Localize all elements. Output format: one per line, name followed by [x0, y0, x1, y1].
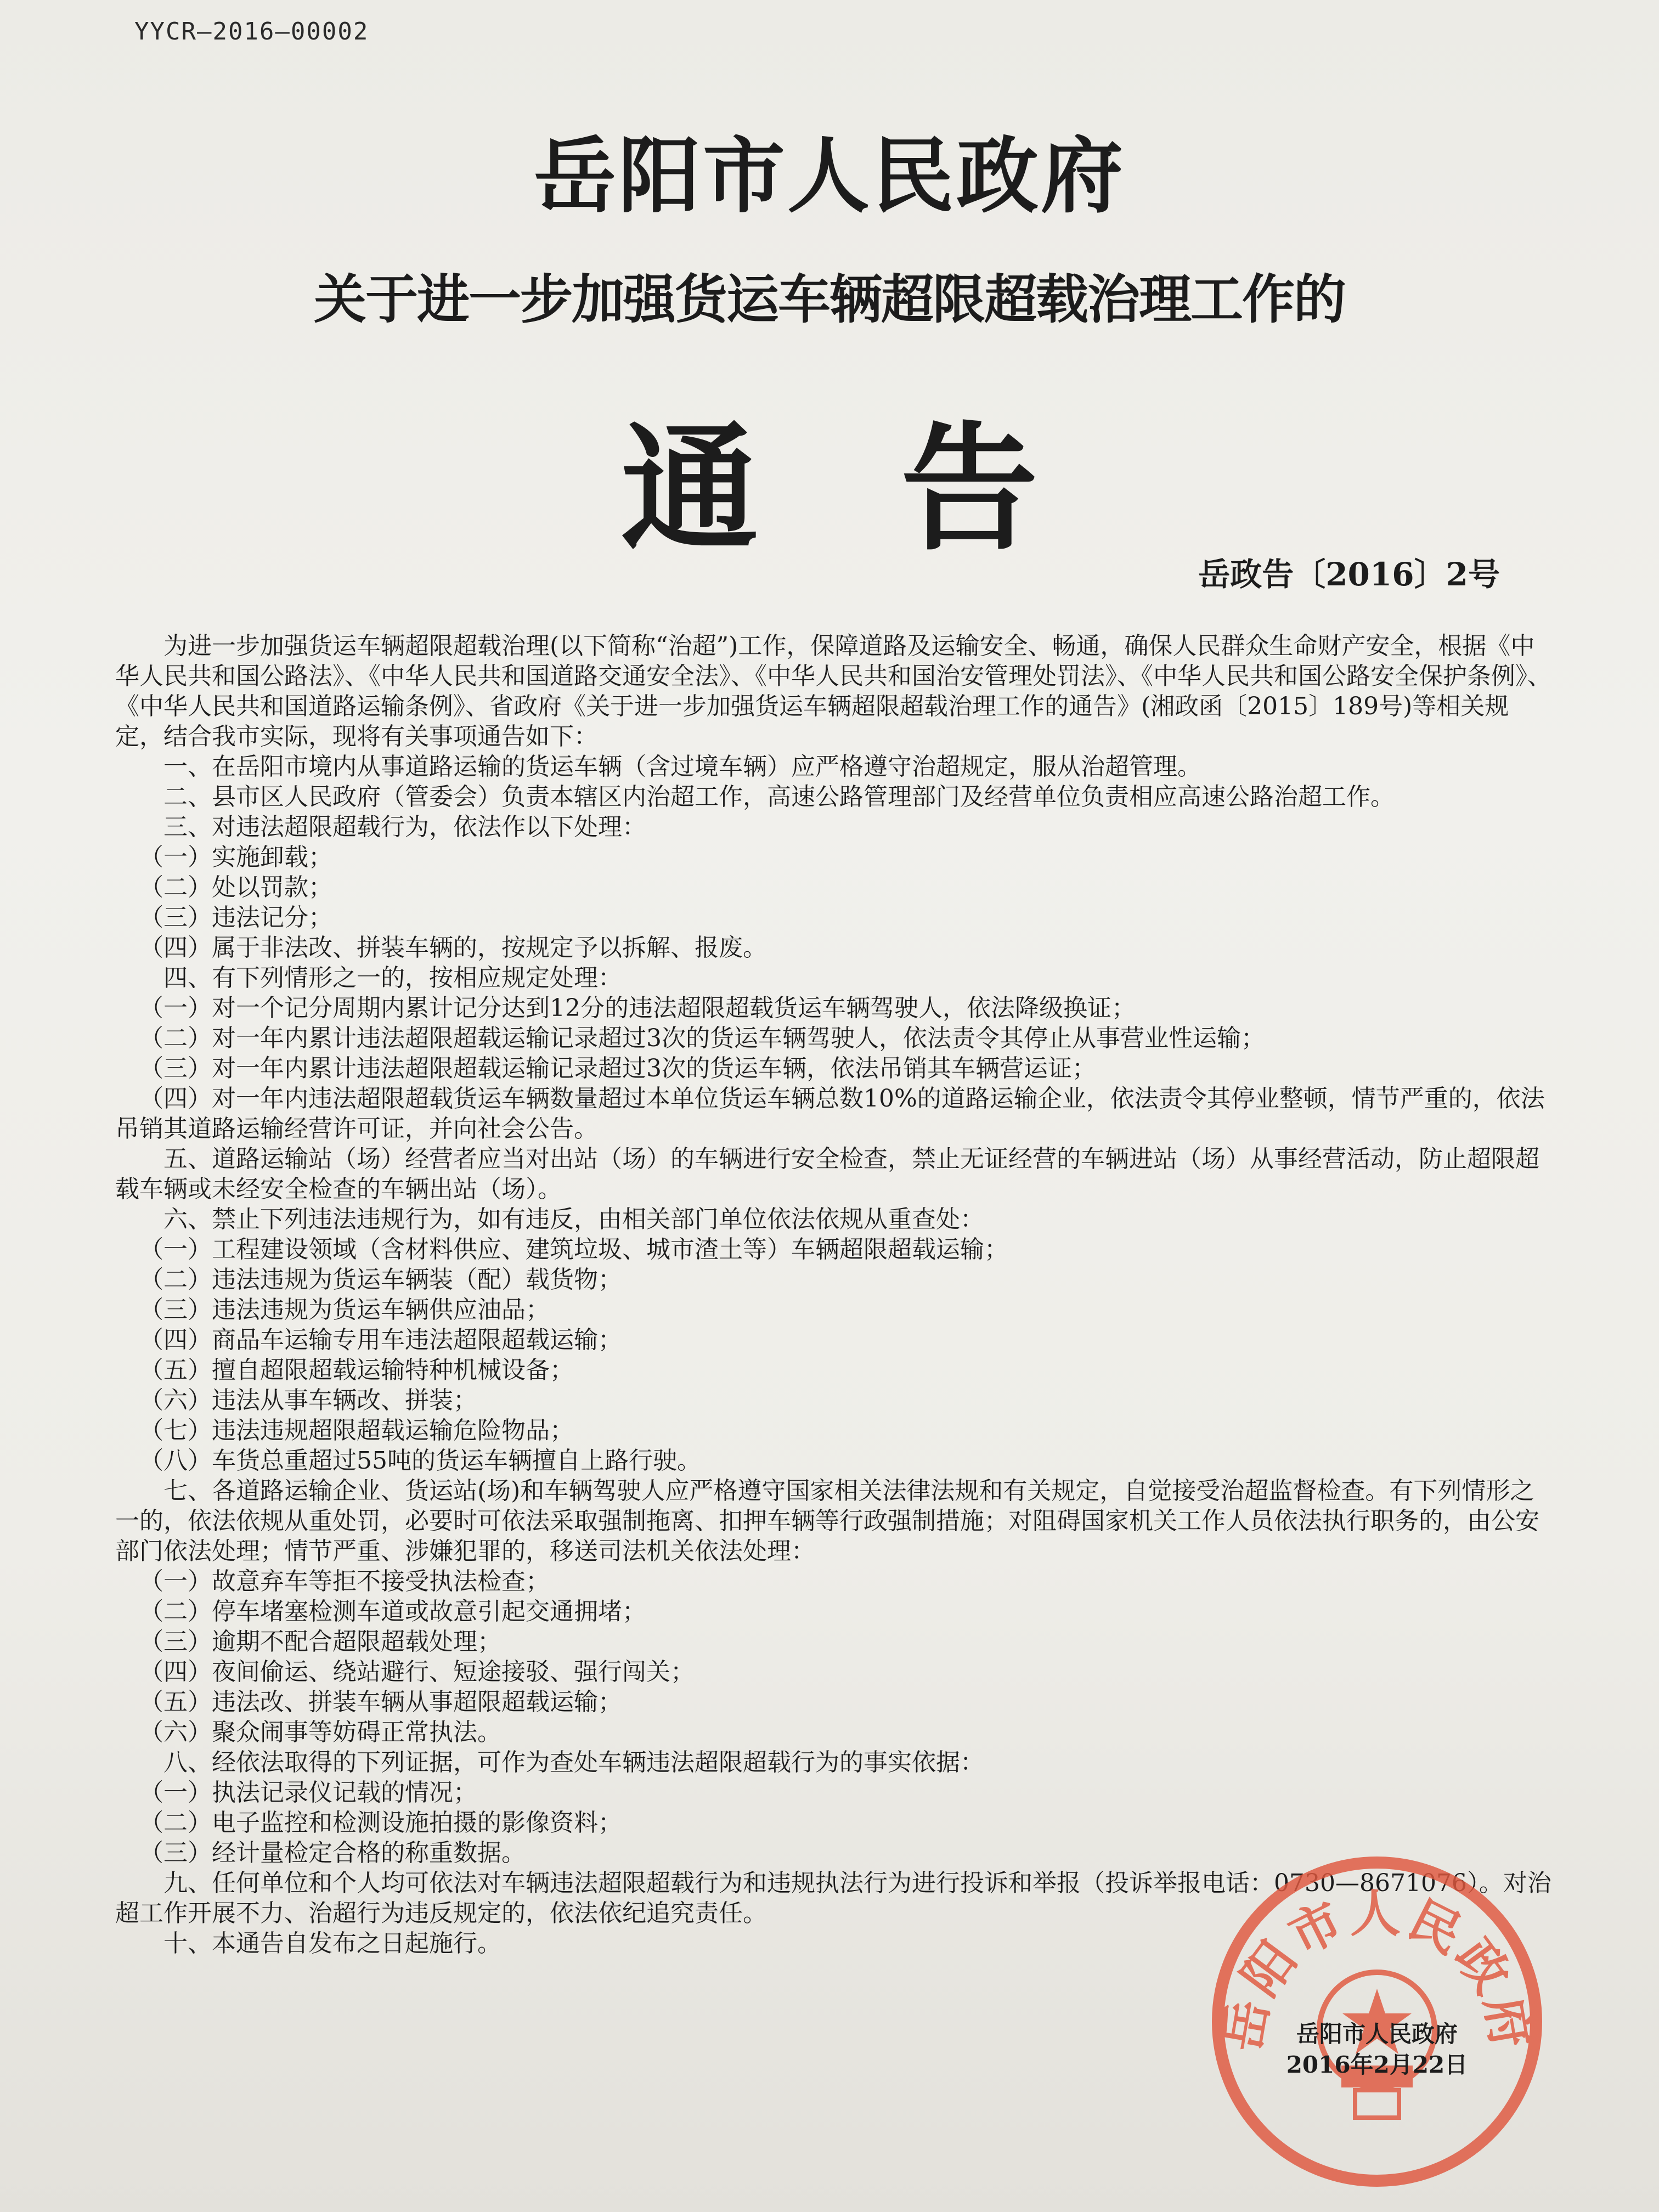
list-item: （八）车货总重超过55吨的货运车辆擅自上路行驶。: [139, 1447, 701, 1475]
list-item: （二）电子监控和检测设施拍摄的影像资料；: [139, 1809, 622, 1837]
document-type-title: 通告: [621, 408, 1181, 569]
issuer-title: 岳阳市人民政府: [533, 128, 1125, 224]
list-item: （四）属于非法改、拼装车辆的，按规定予以拆解、报废。: [139, 934, 767, 962]
signature-date: 2016年2月22日: [1286, 2051, 1468, 2078]
list-item: （二）对一年内累计违法超限超载运输记录超过3次的货运车辆驾驶人，依法责令其停止从事营业性运输；: [139, 1024, 1265, 1052]
svg-text:岳阳市人民政府: 岳阳市人民政府: [1212, 1884, 1542, 2056]
list-item: （二）违法违规为货运车辆装（配）载货物；: [139, 1266, 622, 1294]
document-number: YYCR—2016—00002: [134, 18, 369, 46]
list-item: （四）对一年内违法超限超载货运车辆数量超过本单位货运车辆总数10%的道路运输企业，依法责令其停业整顿，情节严重的，依法吊销其道路运输经营许可证，并向社会公告。: [115, 1085, 1545, 1143]
section-3: 三、对违法超限超载行为，依法作以下处理：: [163, 813, 646, 841]
list-item: （六）违法从事车辆改、拼装；: [139, 1386, 477, 1414]
list-item: （一）工程建设领域（含材料供应、建筑垃圾、城市渣土等）车辆超限超载运输；: [139, 1235, 1008, 1263]
list-item: （五）违法改、拼装车辆从事超限超载运输；: [139, 1688, 622, 1716]
notice-body: [115, 631, 1553, 1959]
intro-paragraph: 为进一步加强货运车辆超限超载治理(以下简称“治超”)工作，保障道路及运输安全、畅通，确保人民群众生命财产安全，根据《中华人民共和国公路法》、《中华人民共和国道路交通安全法》、《中华人民共和国治安管理处罚法》、《中华人民共和国公路安全保护条例》、《中华人民共和国道路运输条例》、省政府《关于进一步加强货运车辆超限超载治理工作的通告》(湘政函〔2015〕189号)等相关规定，结合我市实际，现将有关事项通告如下：: [115, 632, 1551, 751]
list-item: （一）故意弃车等拒不接受执法检查；: [139, 1567, 550, 1595]
list-item: （三）逾期不配合超限超载处理；: [139, 1628, 501, 1656]
list-item: （二）处以罚款；: [139, 873, 332, 901]
list-item: （一）对一个记分周期内累计记分达到12分的违法超限超载货运车辆驾驶人，依法降级换证；: [139, 994, 1136, 1022]
section-8: 八、经依法取得的下列证据，可作为查处车辆违法超限超载行为的事实依据：: [163, 1748, 984, 1776]
signature-block: [1248, 2019, 1506, 2080]
list-item: （六）聚众闹事等妨碍正常执法。: [139, 1718, 501, 1746]
list-item: （四）商品车运输专用车违法超限超载运输；: [139, 1326, 622, 1354]
list-item: （三）违法违规为货运车辆供应油品；: [139, 1296, 550, 1324]
signature-org: 岳阳市人民政府: [1296, 2021, 1458, 2047]
list-item: （二）停车堵塞检测车道或故意引起交通拥堵；: [139, 1598, 646, 1626]
list-item: （七）违法违规超限超载运输危险物品；: [139, 1417, 574, 1444]
list-item: （一）实施卸载；: [139, 843, 332, 871]
section-5: 五、道路运输站（场）经营者应当对出站（场）的车辆进行安全检查，禁止无证经营的车辆进站（场）从事经营活动，防止超限超载车辆或未经安全检查的车辆出站（场）。: [115, 1145, 1539, 1203]
section-2: 二、县市区人民政府（管委会）负责本辖区内治超工作，高速公路管理部门及经营单位负责相应高速公路治超工作。: [163, 783, 1395, 811]
list-item: （三）经计量检定合格的称重数据。: [139, 1839, 526, 1867]
list-item: （一）执法记录仪记载的情况；: [139, 1779, 477, 1807]
list-item: （三）违法记分；: [139, 904, 332, 932]
section-4: 四、有下列情形之一的，按相应规定处理：: [163, 964, 622, 992]
list-item: （五）擅自超限超载运输特种机械设备；: [139, 1356, 574, 1384]
reference-number: 岳政告〔2016〕2号: [1198, 556, 1500, 593]
section-6: 六、禁止下列违法违规行为，如有违反，由相关部门单位依法依规从重查处：: [163, 1205, 984, 1233]
section-10: 十、本通告自发布之日起施行。: [163, 1929, 501, 1957]
subject-title: 关于进一步加强货运车辆超限超载治理工作的: [314, 268, 1345, 330]
list-item: （四）夜间偷运、绕站避行、短途接驳、强行闯关；: [139, 1658, 695, 1686]
section-1: 一、在岳阳市境内从事道路运输的货运车辆（含过境车辆）应严格遵守治超规定，服从治超管理。: [163, 753, 1201, 781]
section-7: 七、各道路运输企业、货运站(场)和车辆驾驶人应严格遵守国家相关法律法规和有关规定，自觉接受治超监督检查。有下列情形之一的，依法依规从重处罚，必要时可依法采取强制拖离、扣押车辆等行政强制措施；对阻碍国家机关工作人员依法执行职务的，由公安部门依法处理；情节严重、涉嫌犯罪的，移送司法机关依法处理：: [115, 1477, 1539, 1565]
section-9: 九、任何单位和个人均可依法对车辆违法超限超载行为和违规执法行为进行投诉和举报（投诉举报电话：0730—8671076）。对治超工作开展不力、治超行为违反规定的，依法依纪追究责任。: [115, 1869, 1551, 1927]
list-item: （三）对一年内累计违法超限超载运输记录超过3次的货运车辆，依法吊销其车辆营运证；: [139, 1054, 1096, 1082]
